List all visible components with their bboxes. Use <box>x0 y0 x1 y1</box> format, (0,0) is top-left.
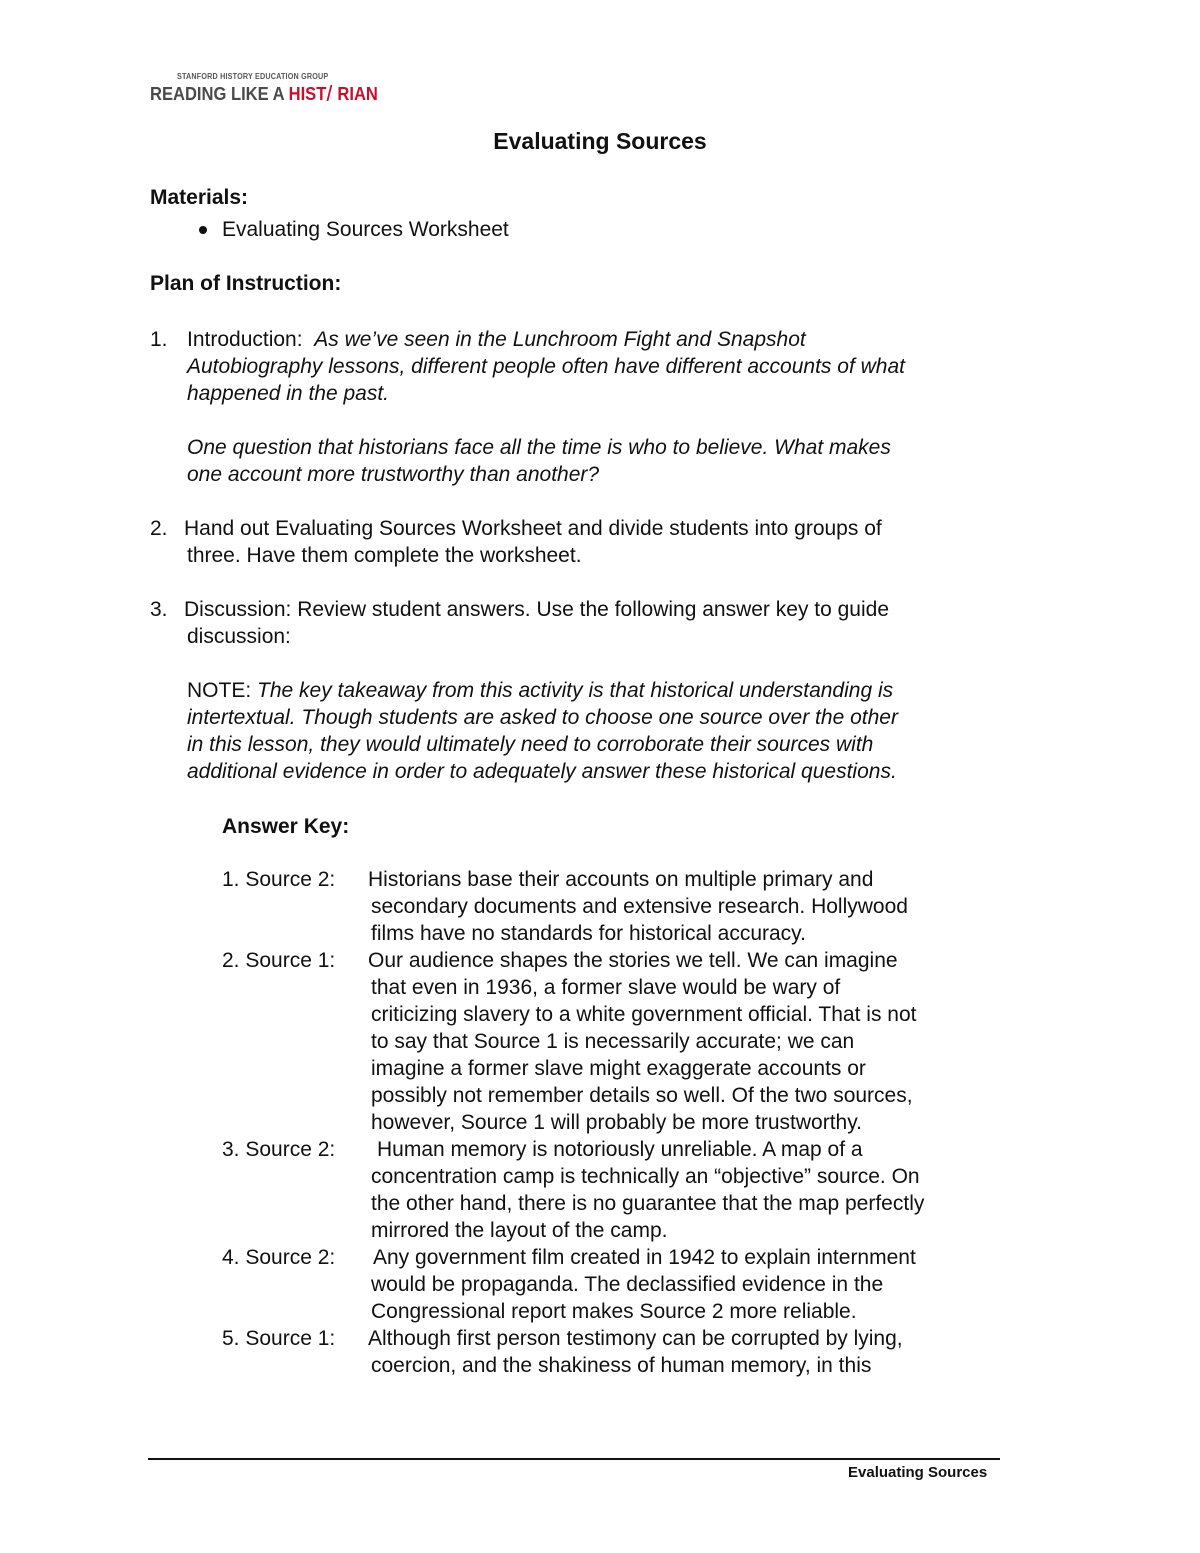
answer-2-label: 2. Source 1: <box>222 949 336 972</box>
logo-wordmark-gray: READING LIKE A <box>150 84 289 104</box>
answer-1-label: 1. Source 2: <box>222 868 336 891</box>
answer-4-label: 4. Source 2: <box>222 1246 336 1269</box>
note-text-1: The key takeaway from this activity is that historical understanding is <box>257 679 894 702</box>
step-1-question-line-2: one account more trustworthy than another? <box>187 463 600 486</box>
page-title: Evaluating Sources <box>493 128 707 154</box>
answer-4-line: Any government film created in 1942 to explain internment <box>373 1246 916 1269</box>
logo-wordmark-red-1: HIST <box>288 84 327 104</box>
answer-2-line: imagine a former slave might exaggerate accounts or <box>371 1057 866 1080</box>
step-1-question-line-1: One question that historians face all the time is who to believe. What makes <box>187 436 891 459</box>
answer-5-label: 5. Source 1: <box>222 1327 336 1350</box>
step-3-line-1: Discussion: Review student answers. Use the following answer key to guide <box>184 598 890 621</box>
answer-5-line: coercion, and the shakiness of human memory, in this <box>371 1354 872 1377</box>
answer-5-line: Although first person testimony can be corrupted by lying, <box>368 1327 903 1350</box>
step-3-line-2: discussion: <box>187 625 291 648</box>
footer-divider <box>148 1458 1000 1460</box>
step-1-line-2: Autobiography lessons, different people often have different accounts of what <box>187 355 905 378</box>
answer-2-line: Our audience shapes the stories we tell. We can imagine <box>368 949 898 972</box>
answer-3-label: 3. Source 2: <box>222 1138 336 1161</box>
plan-heading: Plan of Instruction: <box>150 272 342 295</box>
logo-wordmark <box>150 84 378 105</box>
answer-key-heading: Answer Key: <box>222 815 350 838</box>
answer-1-line: Historians base their accounts on multiple primary and <box>368 868 874 891</box>
materials-heading: Materials: <box>150 186 249 209</box>
logo-quill-icon <box>326 84 337 102</box>
step-2-line-1: Hand out Evaluating Sources Worksheet and divide students into groups of <box>184 517 882 540</box>
step-1-intro-text: As we’ve seen in the Lunchroom Fight and Snapshot <box>314 328 806 351</box>
step-3-number: 3. <box>150 598 168 621</box>
answer-2-line: to say that Source 1 is necessarily accurate; we can <box>371 1030 855 1053</box>
note-line-1 <box>187 677 893 704</box>
step-1-number: 1. <box>150 328 168 351</box>
answer-2-line: possibly not remember details so well. Of the two sources, <box>371 1084 913 1107</box>
logo-wordmark-red-2: RIAN <box>337 84 378 104</box>
materials-item: Evaluating Sources Worksheet <box>222 218 509 241</box>
answer-1-line: secondary documents and extensive research. Hollywood <box>371 895 908 918</box>
answer-4-line: would be propaganda. The declassified evidence in the <box>371 1273 884 1296</box>
logo-org-name: STANFORD HISTORY EDUCATION GROUP <box>177 72 329 81</box>
bullet-icon <box>199 226 207 234</box>
step-2-number: 2. <box>150 517 168 540</box>
step-1-label: Introduction: <box>187 328 303 351</box>
footer-title: Evaluating Sources <box>848 1464 988 1481</box>
answer-4-line: Congressional report makes Source 2 more reliable. <box>371 1300 857 1323</box>
step-2-line-2: three. Have them complete the worksheet. <box>187 544 582 567</box>
note-line-4: additional evidence in order to adequately answer these historical questions. <box>187 760 897 783</box>
step-1-line-1 <box>187 326 806 353</box>
note-label: NOTE: <box>187 679 252 702</box>
answer-2-line: criticizing slavery to a white government official. That is not <box>371 1003 917 1026</box>
note-line-3: in this lesson, they would ultimately need to corroborate their sources with <box>187 733 874 756</box>
note-line-2: intertextual. Though students are asked to choose one source over the other <box>187 706 898 729</box>
answer-3-line: the other hand, there is no guarantee that the map perfectly <box>371 1192 925 1215</box>
answer-1-line: films have no standards for historical accuracy. <box>371 922 806 945</box>
answer-2-line: that even in 1936, a former slave would be wary of <box>371 976 841 999</box>
step-1-line-3: happened in the past. <box>187 382 390 405</box>
answer-3-line: mirrored the layout of the camp. <box>371 1219 668 1242</box>
answer-3-line: Human memory is notoriously unreliable. A map of a <box>377 1138 863 1161</box>
answer-3-line: concentration camp is technically an “objective” source. On <box>371 1165 920 1188</box>
answer-2-line: however, Source 1 will probably be more trustworthy. <box>371 1111 862 1134</box>
